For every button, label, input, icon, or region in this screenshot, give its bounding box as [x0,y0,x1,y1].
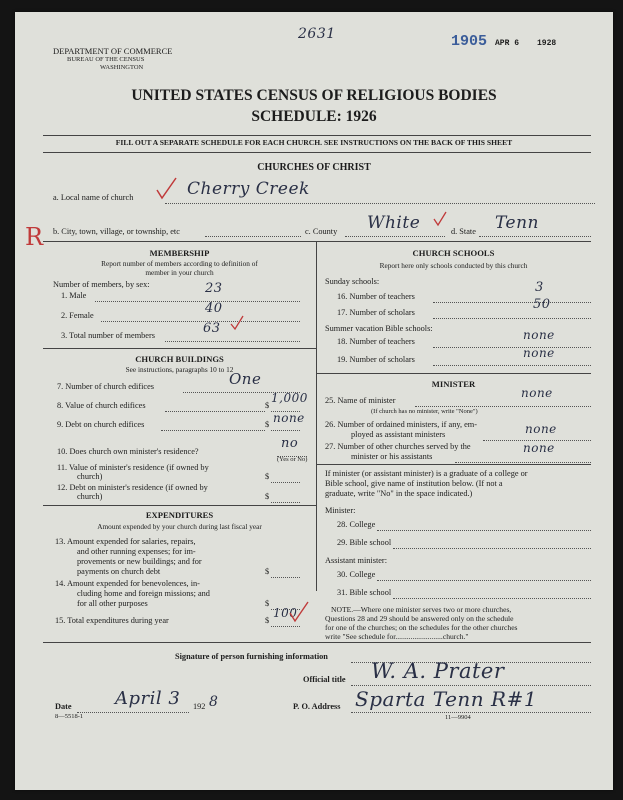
bureau-city: WASHINGTON [100,64,144,71]
q9-label: 9. Debt on church edifices [57,420,145,429]
county-line [345,236,445,237]
expenditures-note: Amount expended by your church during last fiscal year [97,522,262,531]
q13-label-cont: and other running expenses; for im- [77,547,196,556]
q25-label: 25. Name of minister [325,396,396,405]
q7-label: 7. Number of church edifices [57,382,154,391]
q15-value[interactable]: 100 [273,606,298,620]
q16-label: 16. Number of teachers [337,292,415,301]
membership-note: Report number of members according to definition of [101,259,258,268]
q2-value[interactable]: 40 [205,301,223,316]
members-by-sex-label: Number of members, by sex: [53,280,150,289]
official-title-label: Official title [303,675,346,684]
q17-value[interactable]: 50 [533,297,551,312]
church-schools-note: Report here only schools conducted by this church [379,261,528,270]
q13-label: 13. Amount expended for salaries, repairs, [55,537,196,546]
divider [43,642,591,643]
q10-value[interactable]: no [281,436,299,451]
form-subtitle: SCHEDULE: 1926 [251,108,377,125]
divider [316,373,591,374]
q19-value[interactable]: none [523,346,555,360]
q1-value[interactable]: 23 [205,281,223,296]
po-address-label: P. O. Address [293,702,341,711]
column-divider [316,241,317,591]
q1-label: 1. Male [61,291,87,300]
q17-label: 17. Number of scholars [337,308,415,317]
date-label: Date [55,702,72,711]
q13-label-cont: payments on church debt [77,567,161,576]
year-prefix: 192 [193,702,206,711]
census-schedule-sheet [15,12,613,790]
q13-line [271,577,300,578]
red-check-mark [230,315,244,331]
minister-note: NOTE.—Where one minister serves two or more churches, [331,605,512,614]
q14-label-cont: for all other purposes [77,599,148,608]
q8-label: 8. Value of church edifices [57,401,146,410]
q27-value[interactable]: none [523,441,555,455]
po-code: 11—9904 [445,714,471,721]
minister-heading: MINISTER [431,379,476,389]
q1-line [95,301,300,302]
divider [43,505,316,506]
department-name: DEPARTMENT OF COMMERCE [53,46,173,56]
dollar-sign: $ [265,567,270,576]
q19-line [433,365,591,366]
dollar-sign: $ [265,401,270,410]
minister-subheading: Minister: [325,506,356,515]
state-value[interactable]: Tenn [495,213,539,233]
received-stamp-number: 1905 [451,33,488,50]
dollar-sign: $ [265,599,270,608]
red-check-mark [433,211,447,227]
q8-leader [165,411,265,412]
church-buildings-note: See instructions, paragraphs 10 to 12 [125,365,234,374]
q30-label: 30. College [337,570,376,579]
minister-note: Questions 28 and 29 should be answered only on the schedule [325,614,514,623]
q3-line [165,341,300,342]
form-code: 8—5518-1 [55,713,84,720]
membership-note: member in your church [145,268,214,277]
q30-line [377,580,591,581]
minister-note: for one of the churches; on the schedules for the other churches [325,623,518,632]
red-check-mark [289,601,309,623]
q27-label: 27. Number of other churches served by the [325,442,471,451]
q25-value[interactable]: none [521,386,553,400]
q12-line [271,502,300,503]
q10-label: 10. Does church own minister's residence? [57,447,199,456]
divider [43,135,591,136]
membership-heading: MEMBERSHIP [149,248,210,258]
q10-hint: (Yes or No) [277,456,308,463]
q28-label: 28. College [337,520,376,529]
divider [316,464,591,465]
dollar-sign: $ [265,472,270,481]
local-name-label: a. Local name of church [53,193,134,202]
q28-line [377,530,591,531]
red-check-mark [155,176,179,202]
city-line [205,236,301,237]
q26-value[interactable]: none [525,422,557,436]
vacation-schools-label: Summer vacation Bible schools: [325,324,433,333]
q26-label-cont: ployed as assistant ministers [351,430,446,439]
expenditures-heading: EXPENDITURES [145,510,214,520]
q9-leader [161,430,265,431]
q3-value[interactable]: 63 [203,321,221,336]
year-value[interactable]: 8 [209,694,219,710]
minister-note: write "See schedule for.........................church." [325,632,469,641]
q2-label: 2. Female [61,311,94,320]
q11-label-cont: church) [77,472,103,481]
q25-line [415,406,591,407]
date-value[interactable]: April 3 [115,688,181,709]
q11-line [271,482,300,483]
divider [43,241,591,242]
q7-value[interactable]: One [229,370,262,388]
official-title-value[interactable]: W. A. Prater [371,659,505,683]
q2-line [101,321,300,322]
assistant-minister-subheading: Assistant minister: [325,556,387,565]
q31-line [393,598,591,599]
q18-label: 18. Number of teachers [337,337,415,346]
q16-value[interactable]: 3 [535,280,544,295]
q19-label: 19. Number of scholars [337,355,415,364]
county-value[interactable]: White [367,213,421,233]
handwritten-file-number: 2631 [298,26,336,42]
q14-label: 14. Amount expended for benevolences, in- [55,579,200,588]
q27-line [455,462,591,463]
q9-line [271,430,300,431]
q11-label: 11. Value of minister's residence (if owned by [57,463,209,472]
signature-label: Signature of person furnishing information [175,652,328,661]
instruction-banner: FILL OUT A SEPARATE SCHEDULE FOR EACH CHURCH. SEE INSTRUCTIONS ON THE BACK OF THIS SHEET [115,138,513,147]
q26-label: 26. Number of ordained ministers, if any, em- [325,420,477,429]
q16-line [433,302,591,303]
divider [43,348,316,349]
q3-label: 3. Total number of members [61,331,155,340]
q12-label: 12. Debt on minister's residence (if owned by [57,483,208,492]
q18-value[interactable]: none [523,328,555,342]
graduate-note: If minister (or assistant minister) is a graduate of a college or [325,469,528,478]
denomination-heading: CHURCHES OF CHRIST [257,162,371,173]
po-address-value[interactable]: Sparta Tenn R#1 [355,687,538,711]
state-line [479,236,591,237]
q9-value[interactable]: none [273,411,305,425]
sunday-schools-label: Sunday schools: [325,277,380,286]
received-stamp-date: APR 6 [495,39,520,48]
graduate-note: Bible school, give name of institution below. (If not a [325,479,503,488]
bureau-name: BUREAU OF THE CENSUS [67,56,145,63]
graduate-note: graduate, write "No" in the space indicated.) [325,489,473,498]
dollar-sign: $ [265,492,270,501]
q14-label-cont: cluding home and foreign missions; and [77,589,210,598]
dollar-sign: $ [265,420,270,429]
q8-value[interactable]: 1,000 [271,391,308,405]
q15-line [271,626,300,627]
received-stamp-year: 1928 [537,39,557,48]
q13-label-cont: provements or new buildings; and for [77,557,202,566]
state-label: d. State [451,227,476,236]
church-buildings-heading: CHURCH BUILDINGS [135,354,224,364]
red-r-mark: R [25,223,44,251]
date-line [77,712,189,713]
q25-hint: (If church has no minister, write "None") [371,408,478,415]
church-schools-heading: CHURCH SCHOOLS [412,248,495,258]
q27-label-cont: minister or his assistants [351,452,433,461]
form-title: UNITED STATES CENSUS OF RELIGIOUS BODIES [131,87,497,104]
q29-label: 29. Bible school [337,538,392,547]
divider [43,152,591,153]
city-label: b. City, town, village, or township, etc [53,227,180,236]
q18-line [433,347,591,348]
po-address-line [351,712,591,713]
dollar-sign: $ [265,616,270,625]
q15-label: 15. Total expenditures during year [55,616,169,625]
q17-line [433,318,591,319]
county-label: c. County [305,227,338,236]
local-name-line [165,203,595,204]
q12-label-cont: church) [77,492,103,501]
official-title-line [351,685,591,686]
q31-label: 31. Bible school [337,588,392,597]
q29-line [393,548,591,549]
local-name-value[interactable]: Cherry Creek [187,179,310,199]
